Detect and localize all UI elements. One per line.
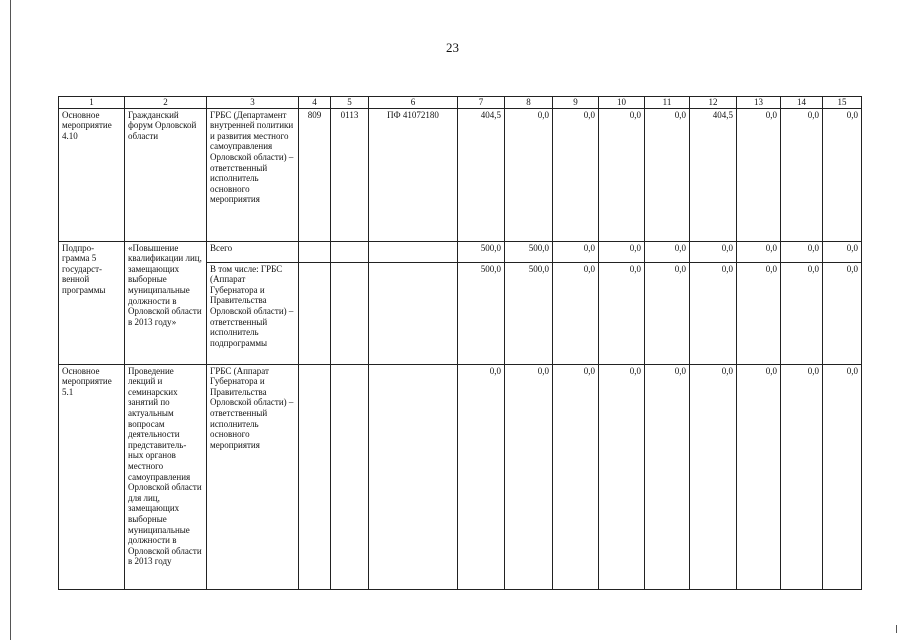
- cell-value: 0,0: [781, 262, 823, 364]
- cell-value: 0,0: [599, 364, 645, 589]
- cell-target-code: ПФ 41072180: [369, 108, 458, 241]
- cell-value: 0,0: [553, 262, 599, 364]
- cell-value: 0,0: [599, 108, 645, 241]
- cell-value: 0,0: [645, 241, 690, 262]
- cell-grbs-code: 809: [299, 108, 331, 241]
- cell-measure-name: Основное мероприятие 4.10: [59, 108, 125, 241]
- cell-target-code: [369, 364, 458, 589]
- cell-value: 0,0: [553, 108, 599, 241]
- cell-value: 0,0: [690, 262, 737, 364]
- cell-value: 0,0: [737, 262, 781, 364]
- cell-value: 500,0: [505, 262, 553, 364]
- cell-value: 404,5: [690, 108, 737, 241]
- cell-section-code: 0113: [331, 108, 369, 241]
- cell-target-code: [369, 241, 458, 262]
- col-header-6: 6: [369, 97, 458, 109]
- col-header-8: 8: [505, 97, 553, 109]
- cell-section-code: [331, 364, 369, 589]
- cell-measure-title: Гражданский форум Орловской области: [125, 108, 207, 241]
- cell-value: 500,0: [458, 262, 505, 364]
- cell-value: 0,0: [505, 364, 553, 589]
- cell-measure-title: Проведение лекций и семинарских занятий по актуальным вопросам деятельности представитель- ных органов местного самоуправления Орловской области для лиц, замещающих выборные муниципальные должности в Орловской области в 2013 году: [125, 364, 207, 589]
- col-header-5: 5: [331, 97, 369, 109]
- cell-value: 0,0: [823, 262, 862, 364]
- col-header-9: 9: [553, 97, 599, 109]
- scan-edge-mark: [896, 625, 897, 633]
- cell-value: 0,0: [599, 262, 645, 364]
- col-header-2: 2: [125, 97, 207, 109]
- cell-grbs-code: [299, 364, 331, 589]
- table-row: [59, 108, 862, 241]
- cell-value: 0,0: [553, 364, 599, 589]
- cell-section-code: [331, 241, 369, 262]
- col-header-15: 15: [823, 97, 862, 109]
- page-number: 23: [446, 40, 459, 55]
- cell-grbs-code: [299, 262, 331, 364]
- col-header-12: 12: [690, 97, 737, 109]
- cell-value: 0,0: [645, 364, 690, 589]
- cell-subprogram-title: «Повышение квалификации лиц, замещающих выборные муниципальные должности в Орловской области в 2013 году»: [125, 241, 207, 364]
- cell-value: 0,0: [781, 364, 823, 589]
- header-row: [59, 97, 862, 109]
- scan-edge-line: [10, 0, 11, 640]
- cell-value: 0,0: [823, 241, 862, 262]
- cell-section-code: [331, 262, 369, 364]
- cell-executor: ГРБС (Аппарат Губернатора и Правительства Орловской области) – ответственный исполнитель основного мероприятия: [207, 364, 299, 589]
- cell-value: 0,0: [505, 108, 553, 241]
- cell-value: 0,0: [737, 364, 781, 589]
- cell-value: 0,0: [645, 108, 690, 241]
- cell-value: 0,0: [781, 241, 823, 262]
- cell-value: 0,0: [599, 241, 645, 262]
- cell-measure-name: Основное мероприятие 5.1: [59, 364, 125, 589]
- cell-value: 0,0: [823, 108, 862, 241]
- col-header-7: 7: [458, 97, 505, 109]
- cell-value: 0,0: [781, 108, 823, 241]
- cell-executor: ГРБС (Департамент внутренней политики и развития местного самоуправления Орловской области) – ответственный исполнитель основного мероприятия: [207, 108, 299, 241]
- cell-subprogram-name: Подпро- грамма 5 государст- венной программы: [59, 241, 125, 364]
- col-header-11: 11: [645, 97, 690, 109]
- col-header-3: 3: [207, 97, 299, 109]
- cell-value: 0,0: [823, 364, 862, 589]
- col-header-4: 4: [299, 97, 331, 109]
- cell-value: 0,0: [690, 241, 737, 262]
- cell-target-code: [369, 262, 458, 364]
- cell-executor: В том числе: ГРБС (Аппарат Губернатора и Правительства Орловской области) – ответственный исполнитель подпрограммы: [207, 262, 299, 364]
- table-row: [59, 364, 862, 589]
- cell-value: 0,0: [458, 364, 505, 589]
- cell-value: 500,0: [505, 241, 553, 262]
- col-header-10: 10: [599, 97, 645, 109]
- col-header-14: 14: [781, 97, 823, 109]
- col-header-1: 1: [59, 97, 125, 109]
- cell-value: 0,0: [737, 241, 781, 262]
- cell-value: 0,0: [690, 364, 737, 589]
- table-row: [59, 241, 862, 262]
- cell-value: 0,0: [737, 108, 781, 241]
- cell-value: 404,5: [458, 108, 505, 241]
- cell-value: 500,0: [458, 241, 505, 262]
- cell-value: 0,0: [645, 262, 690, 364]
- budget-table: [58, 96, 862, 590]
- cell-grbs-code: [299, 241, 331, 262]
- cell-total-label: Всего: [207, 241, 299, 262]
- col-header-13: 13: [737, 97, 781, 109]
- cell-value: 0,0: [553, 241, 599, 262]
